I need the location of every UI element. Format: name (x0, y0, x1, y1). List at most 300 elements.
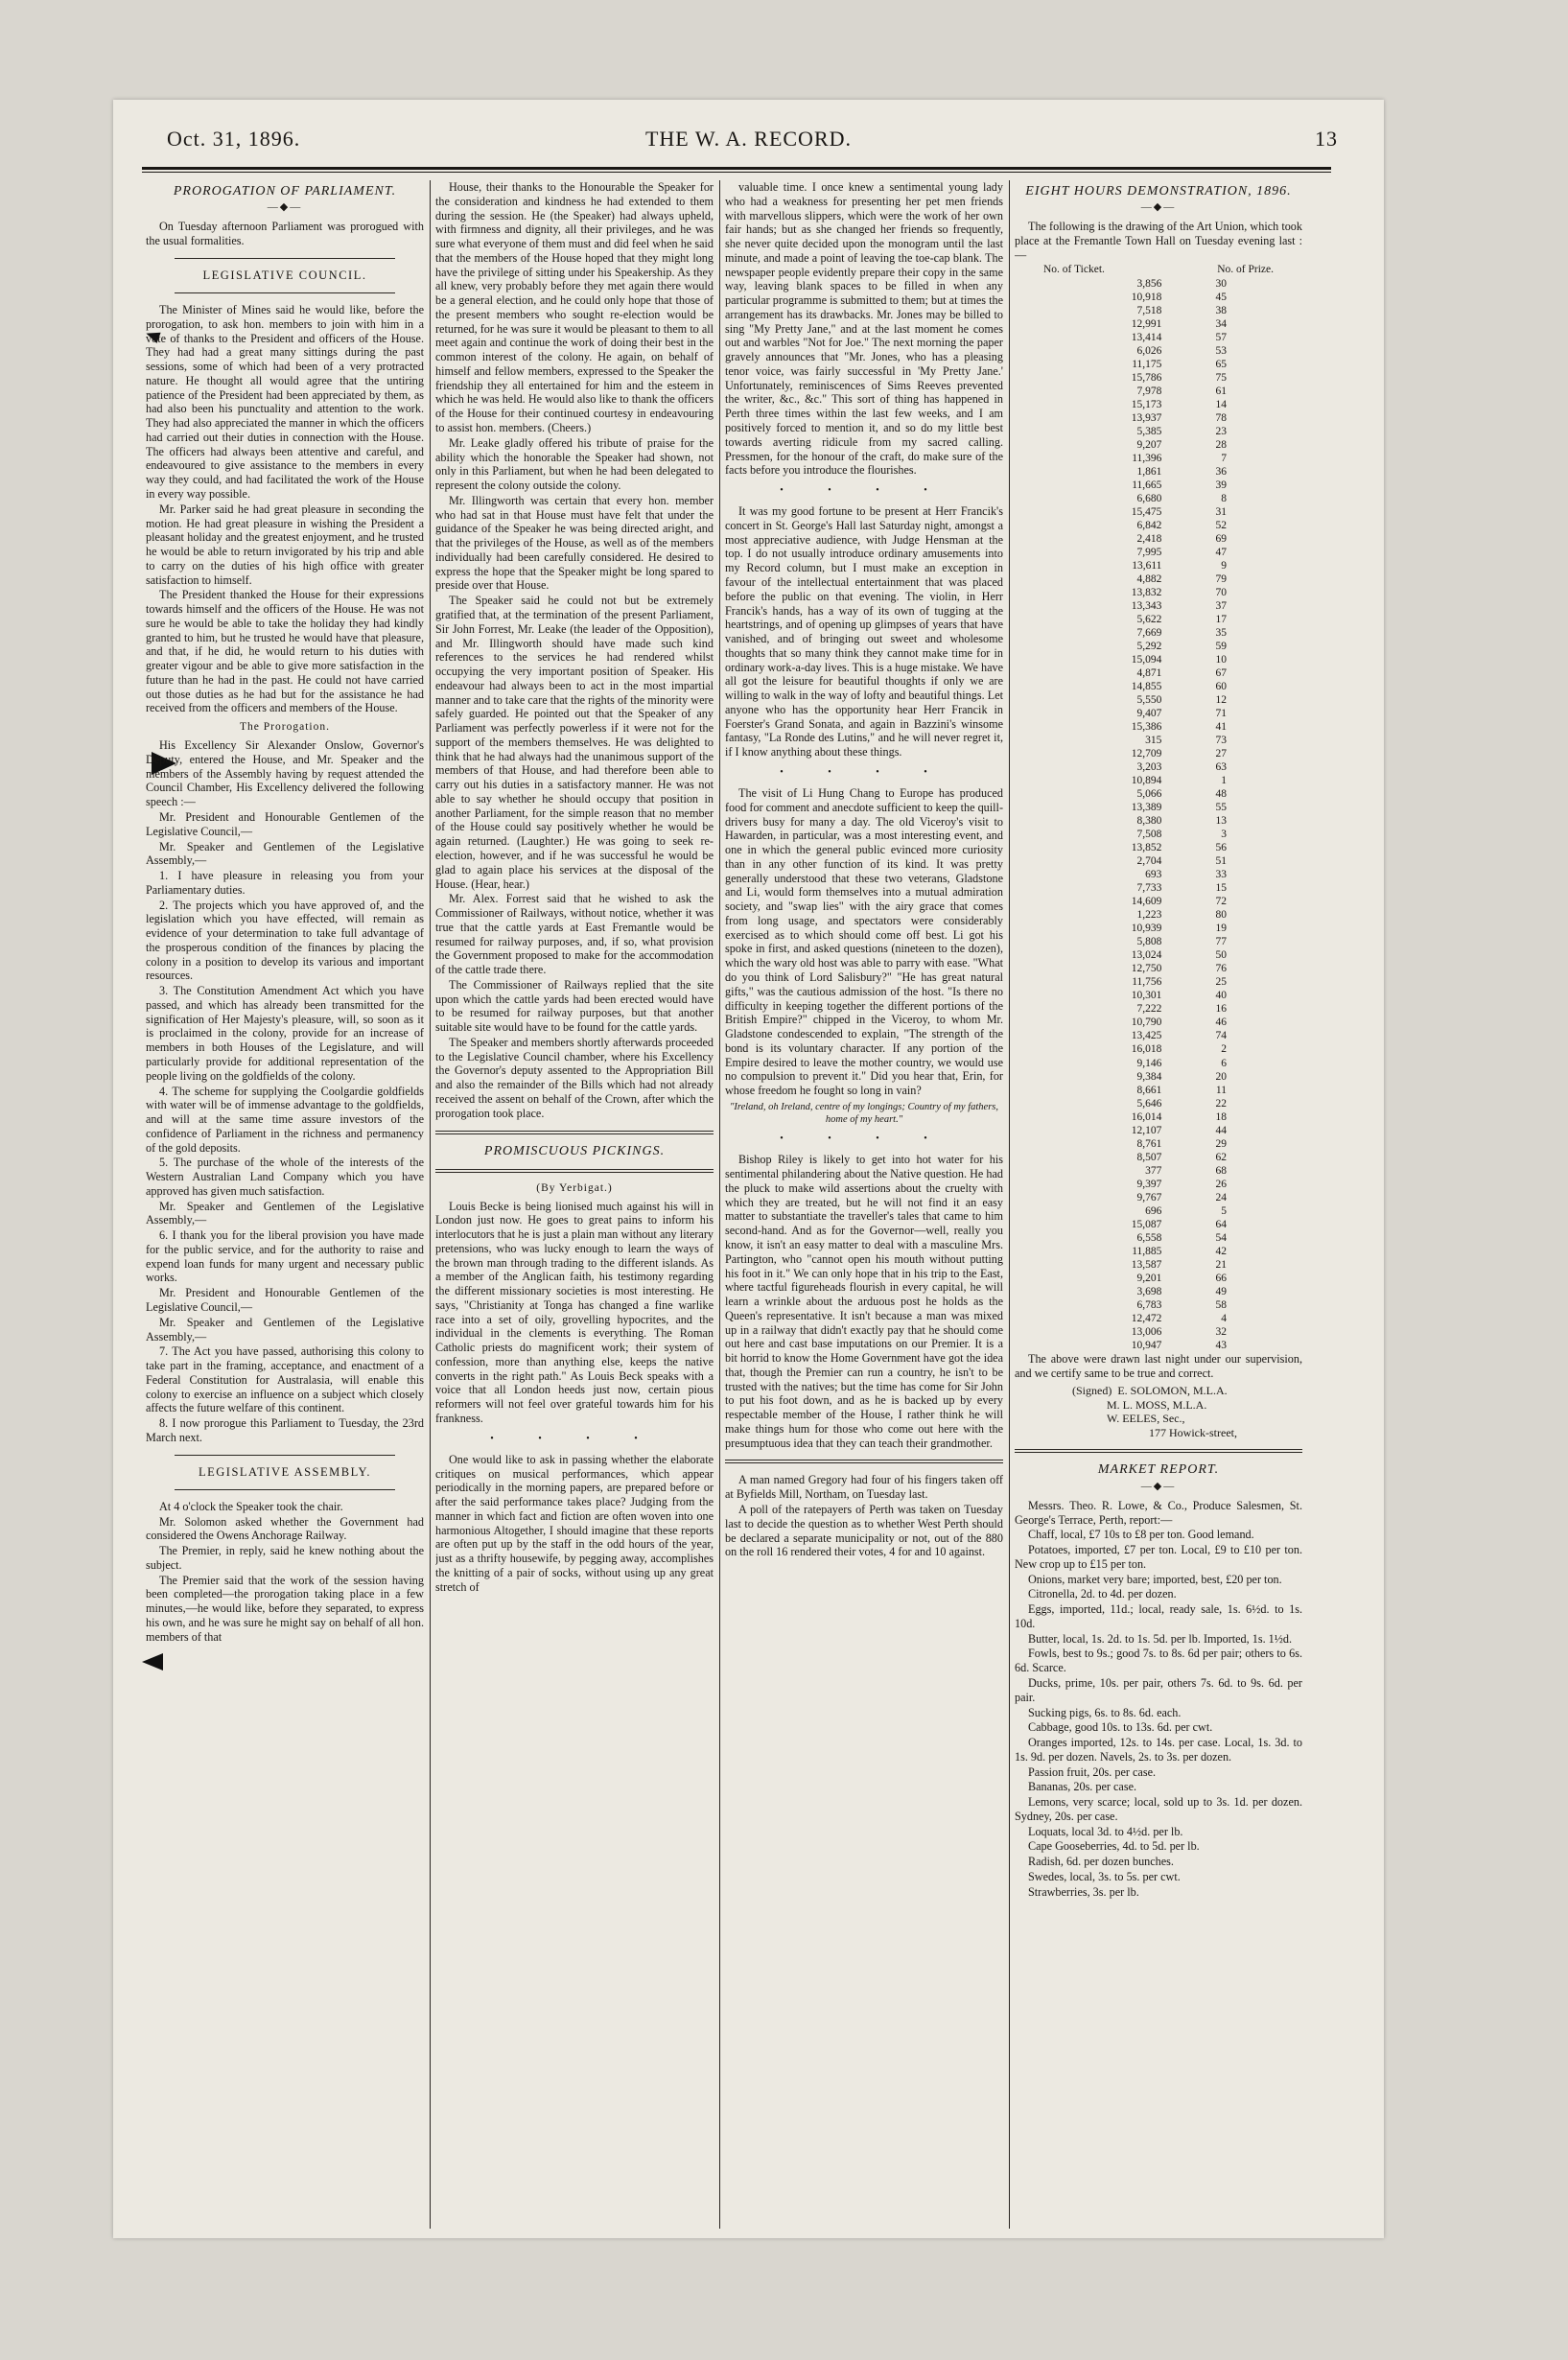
page-number: 13 (1315, 127, 1338, 151)
prize-number: 52 (1215, 519, 1227, 531)
prize-table-header (1043, 264, 1274, 277)
prize-number: 44 (1215, 1124, 1227, 1136)
pickings-paragraphs-2 (435, 1453, 714, 1595)
ticket-number: 12,107 (1131, 1124, 1162, 1136)
ticket-number: 11,756 (1132, 976, 1162, 989)
prize-number: 47 (1215, 546, 1227, 558)
ticket-number: 13,006 (1131, 1325, 1162, 1338)
section-heading-assembly: LEGISLATIVE ASSEMBLY. (198, 1464, 372, 1479)
ticket-number: 5,066 (1136, 788, 1162, 801)
ticket-number: 7,508 (1136, 829, 1162, 841)
prize-row (1077, 425, 1240, 438)
issue-date: Oct. 31, 1896. (167, 127, 301, 151)
prize-number: 16 (1215, 1003, 1227, 1016)
prize-number: 6 (1221, 1057, 1227, 1069)
prize-number: 72 (1215, 896, 1227, 908)
prize-number: 50 (1215, 949, 1227, 962)
signatory-solomon: E. SOLOMON, M.L.A. (1117, 1384, 1228, 1398)
article-heading-eight-hours: EIGHT HOURS DEMONSTRATION, 1896. (1025, 184, 1292, 199)
prize-number: 4 (1221, 1312, 1227, 1324)
ticket-number: 12,991 (1131, 317, 1162, 330)
prize-number: 2 (1221, 1043, 1227, 1056)
prize-row (1077, 277, 1240, 291)
ornament: —◆— (1140, 201, 1177, 214)
pickings-paragraphs (435, 1200, 714, 1426)
prize-row (1077, 1151, 1240, 1164)
prize-number: 58 (1215, 1298, 1227, 1311)
double-rule (1015, 1449, 1302, 1453)
prize-row (1077, 1245, 1240, 1258)
art-union-intro: The following is the drawing of the Art Union, which took place at the Fremantle Town Hall on Tuesday evening last :— (1015, 220, 1302, 262)
prize-row (1077, 814, 1240, 828)
prize-number: 70 (1215, 586, 1227, 598)
prize-number: 62 (1215, 1151, 1227, 1163)
section-stars: • • • • (780, 1133, 948, 1145)
signature-line (1072, 1384, 1302, 1398)
paragraph: The Speaker said he could not but be extremely gratified that, at the termination of the present Parliament, Sir John Forrest, Mr. Leake (the leader of the Opposition), and Mr. Illingworth should have made such kind references to the services he had rendered whilst occupying the very important position of Speaker. His endeavour had always been to act in the most impartial manner and to take care that the rights of the minority were safely guarded. He pointed out that the Speaker of any Parliament was perfectly powerless if it were not for the support of the members themselves. He was delighted to think that he had always had the unanimous support of the members of that House, and had therefore been able to carry out his duties in a satisfactory manner. He was not able to say whether he should occupy that position in another Parliament, for the simple reason that no member of the House could say positively whether he would be again returned. (Laughter.) He was going to seek re-election, however, and if he was successful he would be glad to again place his services at the disposal of the House. (Hear, hear.) (435, 594, 714, 891)
prize-number: 5 (1221, 1204, 1227, 1217)
ticket-number: 13,937 (1131, 411, 1162, 424)
column-divider (719, 180, 720, 2229)
prize-row (1077, 1097, 1240, 1110)
prize-row (1077, 720, 1240, 734)
ticket-number: 4,871 (1136, 667, 1162, 680)
market-item: Sucking pigs, 6s. to 8s. 6d. each. (1028, 1705, 1182, 1719)
prize-number: 59 (1215, 641, 1227, 653)
prize-number: 39 (1215, 479, 1227, 491)
prize-number: 51 (1215, 855, 1227, 868)
prize-row (1077, 1325, 1240, 1339)
ticket-number: 9,146 (1136, 1057, 1162, 1069)
prize-number: 22 (1215, 1097, 1227, 1110)
prize-number: 12 (1215, 694, 1227, 707)
prize-row (1077, 693, 1240, 707)
prize-row (1077, 895, 1240, 908)
prize-number: 37 (1215, 599, 1227, 612)
ticket-number: 6,842 (1136, 519, 1162, 531)
ticket-number: 15,475 (1131, 505, 1162, 518)
prize-number: 54 (1215, 1231, 1227, 1244)
prize-row (1077, 1164, 1240, 1178)
ticket-number: 12,472 (1131, 1312, 1162, 1324)
paragraph: Mr. Speaker and Gentlemen of the Legislative Assembly,— (146, 839, 424, 868)
ticket-number: 5,292 (1136, 641, 1162, 653)
article-heading-prorogation: PROROGATION OF PARLIAMENT. (173, 184, 397, 199)
prize-number: 7 (1221, 452, 1227, 464)
prize-row (1077, 854, 1240, 868)
paragraph: 7. The Act you have passed, authorising this colony to take part in the framing, acceptance, and enactment of a Federal Constitution for Australasia, will enable this colony to exercise an influence on a subject which closely affects the future welfare of this continent. (146, 1344, 424, 1415)
prize-row (1077, 1057, 1240, 1070)
prize-row (1077, 653, 1240, 666)
prize-row (1077, 1312, 1240, 1325)
ticket-column-header: No. of Ticket. (1043, 263, 1105, 275)
prize-number: 30 (1215, 277, 1227, 290)
prize-number: 33 (1215, 869, 1227, 881)
prize-number: 18 (1215, 1110, 1227, 1123)
prize-number: 31 (1215, 505, 1227, 518)
prize-row (1077, 317, 1240, 331)
paragraph: One would like to ask in passing whether the elaborate critiques on musical performances, which appear periodically in the morning papers, are prepared before or after the said performance takes place? Judging from the manner in which fact and fiction are often woven into one harmonious Altogether, I should imagine that these reports are often put up by the staff in the odd hours of the year, just as a thrifty housewife, by pegging away, accomplishes the knitting of a pair of socks, without using up any great stretch of (435, 1452, 714, 1594)
section-stars: • • • • (780, 766, 948, 778)
ornament: —◆— (1140, 1480, 1177, 1492)
column-3 (725, 180, 1003, 2229)
market-report-paragraphs (1015, 1499, 1302, 1900)
prize-row (1077, 452, 1240, 465)
prize-number: 45 (1215, 291, 1227, 303)
prize-number: 64 (1215, 1218, 1227, 1230)
ticket-number: 13,389 (1131, 802, 1162, 814)
paragraph: 6. I thank you for the liberal provision you have made for the public service, and for the authority to raise and expend loan funds for many urgent and necessary public works. (146, 1228, 424, 1285)
prize-number: 63 (1215, 761, 1227, 774)
market-item: Cape Gooseberries, 4d. to 5d. per lb. (1028, 1839, 1200, 1854)
section-stars: • • • • (780, 485, 948, 497)
ticket-number: 14,855 (1131, 681, 1162, 693)
prize-number: 40 (1215, 990, 1227, 1002)
paragraph: 5. The purchase of the whole of the interests of the Western Australian Land Company which you have approved has given much satisfaction. (146, 1156, 424, 1198)
paragraph: 4. The scheme for supplying the Coolgardie goldfields with water will be of immense advantage to the goldfields, and will at the same time assure investors of the confidence of Parliament in the richness and permanency of the gold deposits. (146, 1084, 424, 1155)
ticket-number: 15,386 (1131, 721, 1162, 734)
market-item: Loquats, local 3d. to 4½d. per lb. (1028, 1824, 1183, 1838)
prize-number: 35 (1215, 627, 1227, 639)
prize-number: 46 (1215, 1016, 1227, 1029)
prize-row (1077, 1285, 1240, 1298)
bishop-riley-paragraphs (725, 1153, 1003, 1450)
prize-row (1077, 948, 1240, 962)
prize-number: 19 (1215, 923, 1227, 935)
paragraph: The Minister of Mines said he would like, before the prorogation, to ask hon. members to join with him in a vote of thanks to the President and officers of the House. They had had a great many sittings during the past sessions, some of which had been of a very protracted nature. He thought all would agree that the untiring patience of the President had been appreciated by them, as had also been his punctuality and attention to the work. They had also appreciated the manner in which the officers had carried out their duties in connection with the House. The officers had always been attentive and careful, and endeavoured to give assistance to the members in every way they could, and had facilitated the work of the House in every way possible. (146, 303, 424, 501)
prize-row (1077, 398, 1240, 411)
prize-number: 9 (1221, 559, 1227, 572)
prize-number: 55 (1215, 802, 1227, 814)
prize-row (1077, 519, 1240, 532)
prize-number: 21 (1215, 1258, 1227, 1271)
ticket-number: 5,808 (1136, 936, 1162, 948)
ticket-number: 7,669 (1136, 627, 1162, 639)
ticket-number: 3,203 (1136, 761, 1162, 774)
prize-row (1077, 1339, 1240, 1352)
prize-number: 11 (1215, 1084, 1227, 1096)
ticket-number: 5,385 (1136, 425, 1162, 437)
ticket-number: 13,414 (1131, 331, 1162, 343)
market-item: Butter, local, 1s. 2d. to 1s. 5d. per lb. Imported, 1s. 1½d. (1028, 1631, 1293, 1646)
ticket-number: 9,384 (1136, 1070, 1162, 1083)
ticket-number: 7,733 (1136, 882, 1162, 895)
prize-number: 15 (1215, 882, 1227, 895)
certification-text: The above were drawn last night under our supervision, and we certify same to be true and correct. (1015, 1351, 1302, 1380)
prize-row (1077, 1002, 1240, 1016)
prize-row (1077, 1272, 1240, 1285)
ticket-number: 12,750 (1131, 963, 1162, 975)
ticket-number: 693 (1145, 869, 1162, 881)
ticket-number: 6,680 (1136, 492, 1162, 504)
paragraph: 8. I now prorogue this Parliament to Tuesday, the 23rd March next. (146, 1416, 424, 1444)
ticket-number: 7,222 (1136, 1003, 1162, 1016)
ticket-number: 13,832 (1131, 586, 1162, 598)
market-item: Fowls, best to 9s.; good 7s. to 8s. 6d per pair; others to 6s. 6d. Scarce. (1015, 1647, 1302, 1675)
ticket-number: 15,173 (1131, 398, 1162, 410)
signatory-address: 177 Howick-street, (1149, 1425, 1237, 1439)
concert-paragraphs (725, 504, 1003, 759)
prize-row (1077, 1218, 1240, 1231)
prize-number: 36 (1215, 465, 1227, 478)
paragraph: A man named Gregory had four of his fingers taken off at Byfields Mill, Northam, on Tuesday last. (725, 1473, 1003, 1502)
prize-number: 75 (1215, 371, 1227, 384)
market-item: Ducks, prime, 10s. per pair, others 7s. 6d. to 9s. 6d. per pair. (1015, 1676, 1302, 1704)
prize-number: 66 (1215, 1272, 1227, 1284)
prize-number: 3 (1221, 829, 1227, 841)
ticket-number: 9,407 (1136, 708, 1162, 720)
double-rule (435, 1169, 714, 1173)
column-4 (1015, 180, 1302, 2229)
prize-row (1077, 613, 1240, 626)
prize-row (1077, 344, 1240, 358)
market-item: Strawberries, 3s. per lb. (1028, 1884, 1139, 1899)
ticket-number: 6,026 (1136, 344, 1162, 357)
paragraph: 1. I have pleasure in releasing you from your Parliamentary duties. (146, 869, 424, 897)
ticket-number: 13,852 (1131, 842, 1162, 854)
ticket-number: 4,882 (1136, 572, 1162, 585)
prize-row (1077, 774, 1240, 787)
paragraph: The Premier, in reply, said he knew nothing about the subject. (146, 1544, 424, 1572)
paragraph: The visit of Li Hung Chang to Europe has produced food for comment and anecdote sufficient to keep the quill-drivers busy for many a day. The old Viceroy's visit to Hawarden, in particular, was a most interesting event, and one in which the general public evinced more curiosity than in any other function of its kind. It was pretty generally understood that these two veterans, Gladstone and Li, would form themselves into a mutual admiration society, and "swap lies" with the airy grace that comes from long usage, and spectators were considerably exercised as to which should come off best. Li got his spoke in first, and asked questions (nineteen to the dozen), which the wary old host was able to parry with ease. "What do you think of Lord Salisbury?" "He has great natural gifts," was the cautious admission of the host. "Is there no difficulty in keeping together the different portions of the British Empire?" chipped in the Viceroy, to whom Mr. Gladstone condescended to explain, "The strength of the bond is its voluntary character. If any portion of the Empire desired to leave the mother country, we would use no compulsion to prevent it." Did you hear that, Erin, for whose freedom he fought so long in vain? (725, 786, 1003, 1098)
prize-row (1077, 411, 1240, 425)
assembly-continued-paragraphs (435, 180, 714, 1121)
prize-row (1077, 1070, 1240, 1084)
ticket-number: 13,024 (1131, 949, 1162, 962)
ticket-number: 315 (1145, 735, 1162, 747)
article-heading-pickings: PROMISCUOUS PICKINGS. (483, 1143, 666, 1158)
ticket-number: 1,861 (1136, 465, 1162, 478)
prorogation-paragraphs (146, 738, 424, 1445)
article-heading-market: MARKET REPORT. (1097, 1462, 1220, 1478)
prize-row (1077, 1016, 1240, 1029)
ticket-number: 16,018 (1131, 1043, 1162, 1056)
prize-row (1077, 1029, 1240, 1042)
prize-row (1077, 787, 1240, 801)
prize-number: 20 (1215, 1070, 1227, 1083)
market-item: Passion fruit, 20s. per case. (1028, 1764, 1157, 1779)
prize-number: 25 (1215, 976, 1227, 989)
prize-number: 60 (1215, 681, 1227, 693)
prize-row (1077, 801, 1240, 814)
prize-row (1077, 908, 1240, 922)
newspaper-title: THE W. A. RECORD. (644, 127, 853, 151)
ticket-number: 8,761 (1136, 1137, 1162, 1150)
prize-number: 43 (1215, 1339, 1227, 1351)
prize-number: 57 (1215, 331, 1227, 343)
prize-number: 56 (1215, 842, 1227, 854)
prize-row (1077, 1258, 1240, 1272)
ticket-number: 13,425 (1131, 1030, 1162, 1042)
prize-number: 14 (1215, 398, 1227, 410)
ticket-number: 10,790 (1131, 1016, 1162, 1029)
paragraph: Mr. Parker said he had great pleasure in seconding the motion. He had great pleasure in wishing the President a pleasant holiday and the greatest enjoyment, and he trusted he would be able to return invigorated by his trip and able to carry on the duties of his high office with greater satisfaction to himself. (146, 502, 424, 587)
masthead (123, 121, 1374, 153)
prize-row (1077, 572, 1240, 586)
prize-number: 49 (1215, 1285, 1227, 1297)
ticket-number: 377 (1145, 1164, 1162, 1177)
column-divider (1009, 180, 1010, 2229)
ticket-number: 10,894 (1131, 775, 1162, 787)
paragraph: Mr. Leake gladly offered his tribute of praise for the ability which the honorable the Speaker had shown, not only in this Parliament, but when he had been delegated to represent the colony outside the colony. (435, 435, 714, 493)
market-item: Oranges imported, 12s. to 14s. per case. Local, 1s. 3d. to 1s. 9d. per dozen. Navels, 2s. to 3s. per dozen. (1015, 1736, 1302, 1764)
ticket-number: 11,665 (1132, 479, 1162, 491)
prize-number: 29 (1215, 1137, 1227, 1150)
article-intro: On Tuesday afternoon Parliament was prorogued with the usual formalities. (146, 220, 424, 248)
ticket-number: 13,587 (1131, 1258, 1162, 1271)
prize-row (1077, 841, 1240, 854)
signed-label: (Signed) (1072, 1384, 1112, 1398)
prize-row (1077, 962, 1240, 975)
prize-row (1077, 734, 1240, 747)
prize-row (1077, 828, 1240, 841)
prize-number: 67 (1215, 667, 1227, 680)
paragraph: The Speaker and members shortly afterwards proceeded to the Legislative Council chamber, where his Excellency the Governor's deputy assented to the Appropriation Bill and also the remainder of the Bills which had not already received the assent on behalf of the Crown, after which the prorogation took place. (435, 1035, 714, 1120)
prize-number: 80 (1215, 909, 1227, 922)
prize-number: 77 (1215, 936, 1227, 948)
prize-row (1077, 1191, 1240, 1204)
double-rule (725, 1460, 1003, 1463)
prize-row (1077, 868, 1240, 881)
ticket-number: 6,558 (1136, 1231, 1162, 1244)
prize-row (1077, 1298, 1240, 1312)
ticket-number: 10,301 (1131, 990, 1162, 1002)
ticket-number: 13,611 (1132, 559, 1162, 572)
li-hung-chang-paragraphs (725, 786, 1003, 1098)
prize-number: 27 (1215, 748, 1227, 760)
section-heading-council: LEGISLATIVE COUNCIL. (202, 268, 367, 282)
prize-number: 68 (1215, 1164, 1227, 1177)
market-item: Lemons, very scarce; local, sold up to 3s. 1d. per dozen. Sydney, 20s. per case. (1015, 1795, 1302, 1823)
paragraph: valuable time. I once knew a sentimental young lady who had a weakness for presenting her pet men friends with marvellous slippers, which were the work of her own fair hands; but as she changed her friends so frequently, she never quite decided upon the monogram until the last minute, and made a point of leaving the toe-cap blank. The newspaper people evidently prepare their copy in the same way, leaving blank spaces to be filled in when any particular programme is submitted to them; but at times the arrangement has its drawbacks. Mr. Jones may be billed to sing "My Pretty Jane," and at the last moment he comes out and warbles "Not for Joe." The next morning the paper gravely announces that "Mr. Jones, who has a pleasing tenor voice, was fairly successful in 'My Pretty Jane.' Unfortunately, reminiscences of Sims Reeves prevented the writer, &c., &c." This sort of thing has happened in Perth three times within the last few weeks, and I am positively forced to mention it, and so do my little best towards averting ridicule from my sacred calling. Pressmen, for the honour of the craft, do make sure of the facts before you introduce the flourishes. (725, 180, 1003, 478)
ticket-number: 8,507 (1136, 1151, 1162, 1163)
paragraph: Mr. President and Honourable Gentlemen of the Legislative Council,— (146, 809, 424, 838)
ticket-number: 16,014 (1131, 1110, 1162, 1123)
prize-row (1077, 304, 1240, 317)
ticket-number: 7,978 (1136, 385, 1162, 397)
ticket-number: 5,622 (1136, 613, 1162, 625)
ticket-number: 15,087 (1131, 1218, 1162, 1230)
ticket-number: 696 (1145, 1204, 1162, 1217)
signatory-moss: M. L. MOSS, M.L.A. (1107, 1397, 1207, 1412)
paragraph: 2. The projects which you have approved of, and the legislation which you have effected, will remain as evidence of your determination to take full advantage of the prosperous condition of the finances by placing the colony in a position to develop its various and important resources. (146, 898, 424, 983)
prize-number: 26 (1215, 1178, 1227, 1190)
prize-number: 13 (1215, 815, 1227, 828)
verse-quote: "Ireland, oh Ireland, centre of my longings; Country of my fathers, home of my heart." (730, 1101, 998, 1125)
ticket-number: 8,661 (1136, 1084, 1162, 1096)
paragraph: His Excellency Sir Alexander Onslow, Governor's Deputy, entered the House, and Mr. Speaker and the members of the Assembly having by request attended the Council Chamber, His Excellency delivered the following speech :— (146, 738, 424, 809)
paragraph: 3. The Constitution Amendment Act which you have passed, and which has already been transmitted for the signification of Her Majesty's pleasure, will, so soon as it is proclaimed in the colony, provide for an increase of members in both Houses of the Legislature, and will particularly provide for additional representation of the people living on the goldfields of the colony. (146, 984, 424, 1083)
prize-row (1077, 975, 1240, 989)
council-paragraphs (146, 303, 424, 715)
section-rule (175, 1455, 395, 1456)
prize-number: 32 (1215, 1325, 1227, 1338)
ticket-number: 3,856 (1136, 277, 1162, 290)
prize-row (1077, 505, 1240, 519)
prize-number: 76 (1215, 963, 1227, 975)
market-item: Messrs. Theo. R. Lowe, & Co., Produce Salesmen, St. George's Terrace, Perth, report:— (1015, 1498, 1302, 1527)
prize-number: 17 (1215, 613, 1227, 625)
column-divider (430, 180, 431, 2229)
prize-row (1077, 707, 1240, 720)
prize-row (1077, 666, 1240, 680)
prize-row (1077, 438, 1240, 452)
section-stars: • • • • (490, 1433, 659, 1444)
ticket-number: 5,646 (1136, 1097, 1162, 1110)
prize-row (1077, 559, 1240, 572)
prize-number: 42 (1215, 1245, 1227, 1257)
ticket-number: 10,947 (1131, 1339, 1162, 1351)
ticket-number: 9,201 (1136, 1272, 1162, 1284)
market-item: Citronella, 2d. to 4d. per dozen. (1028, 1587, 1177, 1601)
ticket-number: 11,175 (1132, 358, 1162, 370)
column-2 (435, 180, 714, 2229)
prize-number: 41 (1215, 721, 1227, 734)
prize-number: 48 (1215, 788, 1227, 801)
market-item: Chaff, local, £7 10s to £8 per ton. Good lemand. (1028, 1528, 1254, 1542)
ticket-number: 10,939 (1131, 923, 1162, 935)
paragraph: Mr. Speaker and Gentlemen of the Legislative Assembly,— (146, 1199, 424, 1227)
prize-row (1077, 626, 1240, 640)
market-item: Swedes, local, 3s. to 5s. per cwt. (1028, 1869, 1181, 1883)
prize-row (1077, 1084, 1240, 1097)
ticket-number: 10,918 (1131, 291, 1162, 303)
prize-row (1077, 1137, 1240, 1151)
assembly-paragraphs (146, 1500, 424, 1645)
prize-row (1077, 1231, 1240, 1245)
prize-row (1077, 586, 1240, 599)
section-rule (175, 258, 395, 259)
prize-row (1077, 599, 1240, 613)
prize-row (1077, 640, 1240, 653)
market-item: Potatoes, imported, £7 per ton. Local, £9 to £10 per ton. New crop up to £15 per ton. (1015, 1543, 1302, 1571)
ticket-number: 11,885 (1132, 1245, 1162, 1257)
ticket-number: 8,380 (1136, 815, 1162, 828)
ornament: —◆— (267, 201, 303, 214)
byline: (By Yerbigat.) (536, 1181, 613, 1194)
paragraph: Mr. Illingworth was certain that every hon. member who had sat in that House must have felt that under the guidance of the Speaker he was being directed aright, and that the privileges of the House, as well as of the members individually had been carefully considered. He desired to express the hope that the Speaker might be long spared to preside over that House. (435, 493, 714, 593)
ticket-number: 15,786 (1131, 371, 1162, 384)
market-item: Eggs, imported, 11d.; local, ready sale, 1s. 6½d. to 1s. 10d. (1015, 1602, 1302, 1630)
prize-number: 73 (1215, 735, 1227, 747)
prize-number: 53 (1215, 344, 1227, 357)
market-item: Bananas, 20s. per case. (1028, 1780, 1137, 1794)
ticket-number: 5,550 (1136, 694, 1162, 707)
paragraph: Mr. Alex. Forrest said that he wished to ask the Commissioner of Railways, without notice, whether it was true that the cattle yards at East Fremantle would be resumed for railway purposes, and, if so, what provision the Government proposed to make for the accommodation of the cattle trade there. (435, 892, 714, 977)
paragraph: Louis Becke is being lionised much against his will in London just now. He goes to great pains to inform his interlocutors that he is just a plain man without any literary pretensions, who was lucky enough to learn the ways of the brown man through trading to the different islands. As a member of the Anglican faith, his testimony regarding the different missionary societies is most interesting. He says, "Christianity at Tonga has changed a fine warlike race into a set of oily, grovelling hypocrites, and the individual in the clements is everything. The Roman Catholic priests do magnificent work; their system of confession, more than anything else, keeps the native converts in the right path." As Louis Beck speaks with a voice that all London heeds just now, certain pious reformers will not feel over grateful towards him for his frankness. (435, 1199, 714, 1426)
prize-number: 23 (1215, 425, 1227, 437)
ticket-number: 7,995 (1136, 546, 1162, 558)
prize-row (1077, 935, 1240, 948)
ticket-number: 3,698 (1136, 1285, 1162, 1297)
ticket-number: 6,783 (1136, 1298, 1162, 1311)
masthead-rule (142, 167, 1331, 173)
market-item: Radish, 6d. per dozen bunches. (1028, 1855, 1174, 1869)
paragraph: Mr. Solomon asked whether the Government had considered the Owens Anchorage Railway. (146, 1514, 424, 1543)
prize-row (1077, 1204, 1240, 1218)
paragraph: It was my good fortune to be present at Herr Francik's concert in St. George's Hall last Saturday night, amongst a most appreciative audience, with Judge Hensman at the top. I do not usually introduce ordinary amusements into my Record column, but I must make an exception in favour of the intellectual entertainment that was placed before the public on that evening. The violin, in Herr Francik's hands, has a way of its own of tugging at the heartstrings, and of opening up glimpses of years that have vanished, and of bringing out sweet and wholesome thoughts that so many think they cannot make time for in ordinary work-a-day lives. This is a huge mistake. We have all got the leisure for beautiful thoughts if only we are willing to walk in the way of lofty and beautiful things. Let anyone who has the opportunity hear Herr Francik in Foerster's Grand Sonata, and again in Bazzini's winsome fantasy, "La Ronde des Lutins," and he will never regret it, if I know anything about these things. (725, 504, 1003, 759)
ticket-number: 14,609 (1131, 896, 1162, 908)
section-rule (175, 292, 395, 293)
ticket-number: 9,767 (1136, 1191, 1162, 1203)
prize-number: 74 (1215, 1030, 1227, 1042)
signatory-eeles: W. EELES, Sec., (1107, 1412, 1185, 1426)
ticket-number: 9,397 (1136, 1178, 1162, 1190)
prize-number: 38 (1215, 304, 1227, 316)
prize-row (1077, 1178, 1240, 1191)
prize-row (1077, 546, 1240, 559)
prize-number: 79 (1215, 572, 1227, 585)
